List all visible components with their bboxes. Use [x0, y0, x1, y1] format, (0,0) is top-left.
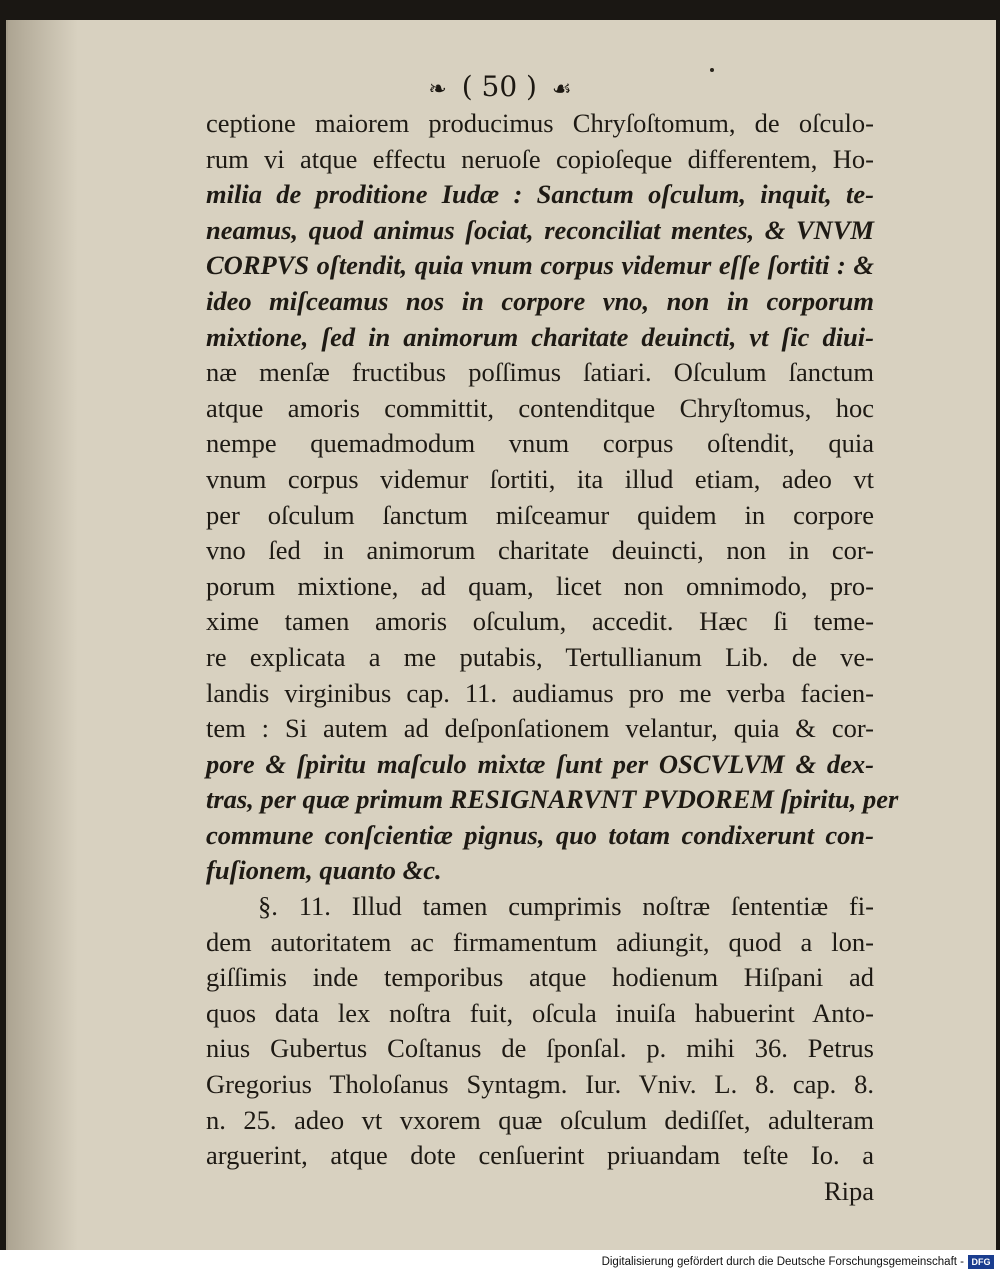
- text-line: CORPVS oſtendit, quia vnum corpus videmur eſſe ſortiti : &: [206, 250, 874, 281]
- text-line: vnum corpus videmur ſortiti, ita illud etiam, adeo vt: [206, 463, 874, 494]
- text-line: ceptione maiorem producimus Chryſoſtomum, de oſculo-: [206, 108, 874, 138]
- text-line: vno ſed in animorum charitate deuincti, non in cor-: [206, 535, 874, 566]
- text-line: pore & ſpiritu maſculo mixtæ ſunt per OSCVLVM & dex-: [206, 748, 874, 779]
- text-line: xime tamen amoris oſculum, accedit. Hæc ſi teme-: [206, 606, 874, 637]
- text-line: landis virginibus cap. 11. audiamus pro me verba facien-: [206, 677, 874, 708]
- text-line: quos data lex noſtra fuit, oſcula inuiſa habuerint Anto-: [206, 997, 874, 1028]
- text-line: commune conſcientiæ pignus, quo totam condixerunt con-: [206, 819, 874, 850]
- text-line: næ menſæ fructibus poſſimus ſatiari. Oſculum ſanctum: [206, 357, 874, 388]
- text-line: milia de proditione Iudæ : Sanctum oſculum, inquit, te-: [206, 179, 874, 210]
- text-line: rum vi atque effectu neruoſe copioſeque differentem, Ho-: [206, 143, 874, 174]
- funding-notice: Digitalisierung gefördert durch die Deutsche Forschungsgemeinschaft -: [601, 1256, 964, 1268]
- text-line: §. 11. Illud tamen cumprimis noſtræ ſententiæ fi-: [258, 891, 874, 922]
- text-line: dem autoritatem ac firmamentum adiungit, quod a lon-: [206, 926, 874, 957]
- text-line: ideo miſceamus nos in corpore vno, non in corporum: [206, 285, 874, 316]
- ornament-right-icon: ☙: [551, 77, 572, 102]
- text-line: nempe quemadmodum vnum corpus oſtendit, quia: [206, 428, 874, 459]
- text-line: Gregorius Tholoſanus Syntagm. Iur. Vniv. L. 8. cap. 8.: [206, 1069, 874, 1100]
- text-line: re explicata a me putabis, Tertullianum Lib. de ve-: [206, 641, 874, 672]
- text-line: arguerint, atque dote cenſuerint priuandam teſte Io. a: [206, 1140, 874, 1171]
- body-text: [206, 106, 899, 1209]
- ornament-left-icon: ❧: [428, 77, 447, 102]
- text-line: fuſionem, quanto &c.: [206, 855, 442, 886]
- footer-bar: [0, 1250, 1000, 1275]
- text-line: tras, per quæ primum RESIGNARVNT PVDOREM ſpiritu, per: [206, 784, 899, 815]
- text-line: mixtione, ſed in animorum charitate deuincti, vt ſic diui-: [206, 321, 874, 352]
- text-line: neamus, quod animus ſociat, reconciliat mentes, & VNVM: [206, 214, 874, 245]
- text-line: giſſimis inde temporibus atque hodienum Hiſpani ad: [206, 962, 874, 993]
- text-line: per oſculum ſanctum miſceamur quidem in corpore: [206, 499, 874, 530]
- text-line: nius Gubertus Coſtanus de ſponſal. p. mihi 36. Petrus: [206, 1033, 874, 1064]
- gutter-shadow: [8, 20, 78, 1250]
- catchword: Ripa: [823, 1175, 874, 1206]
- text-line: porum mixtione, ad quam, licet non omnimodo, pro-: [206, 570, 874, 601]
- text-line: n. 25. adeo vt vxorem quæ oſculum dediſſet, adulteram: [206, 1104, 874, 1135]
- text-line: tem : Si autem ad deſponſationem velantur, quia & cor-: [206, 713, 874, 744]
- dfg-logo[interactable]: DFG: [968, 1255, 994, 1269]
- page-header: [0, 70, 1000, 103]
- page-number: ( 50 ): [461, 70, 537, 103]
- text-line: atque amoris committit, contenditque Chryſtomus, hoc: [206, 392, 874, 423]
